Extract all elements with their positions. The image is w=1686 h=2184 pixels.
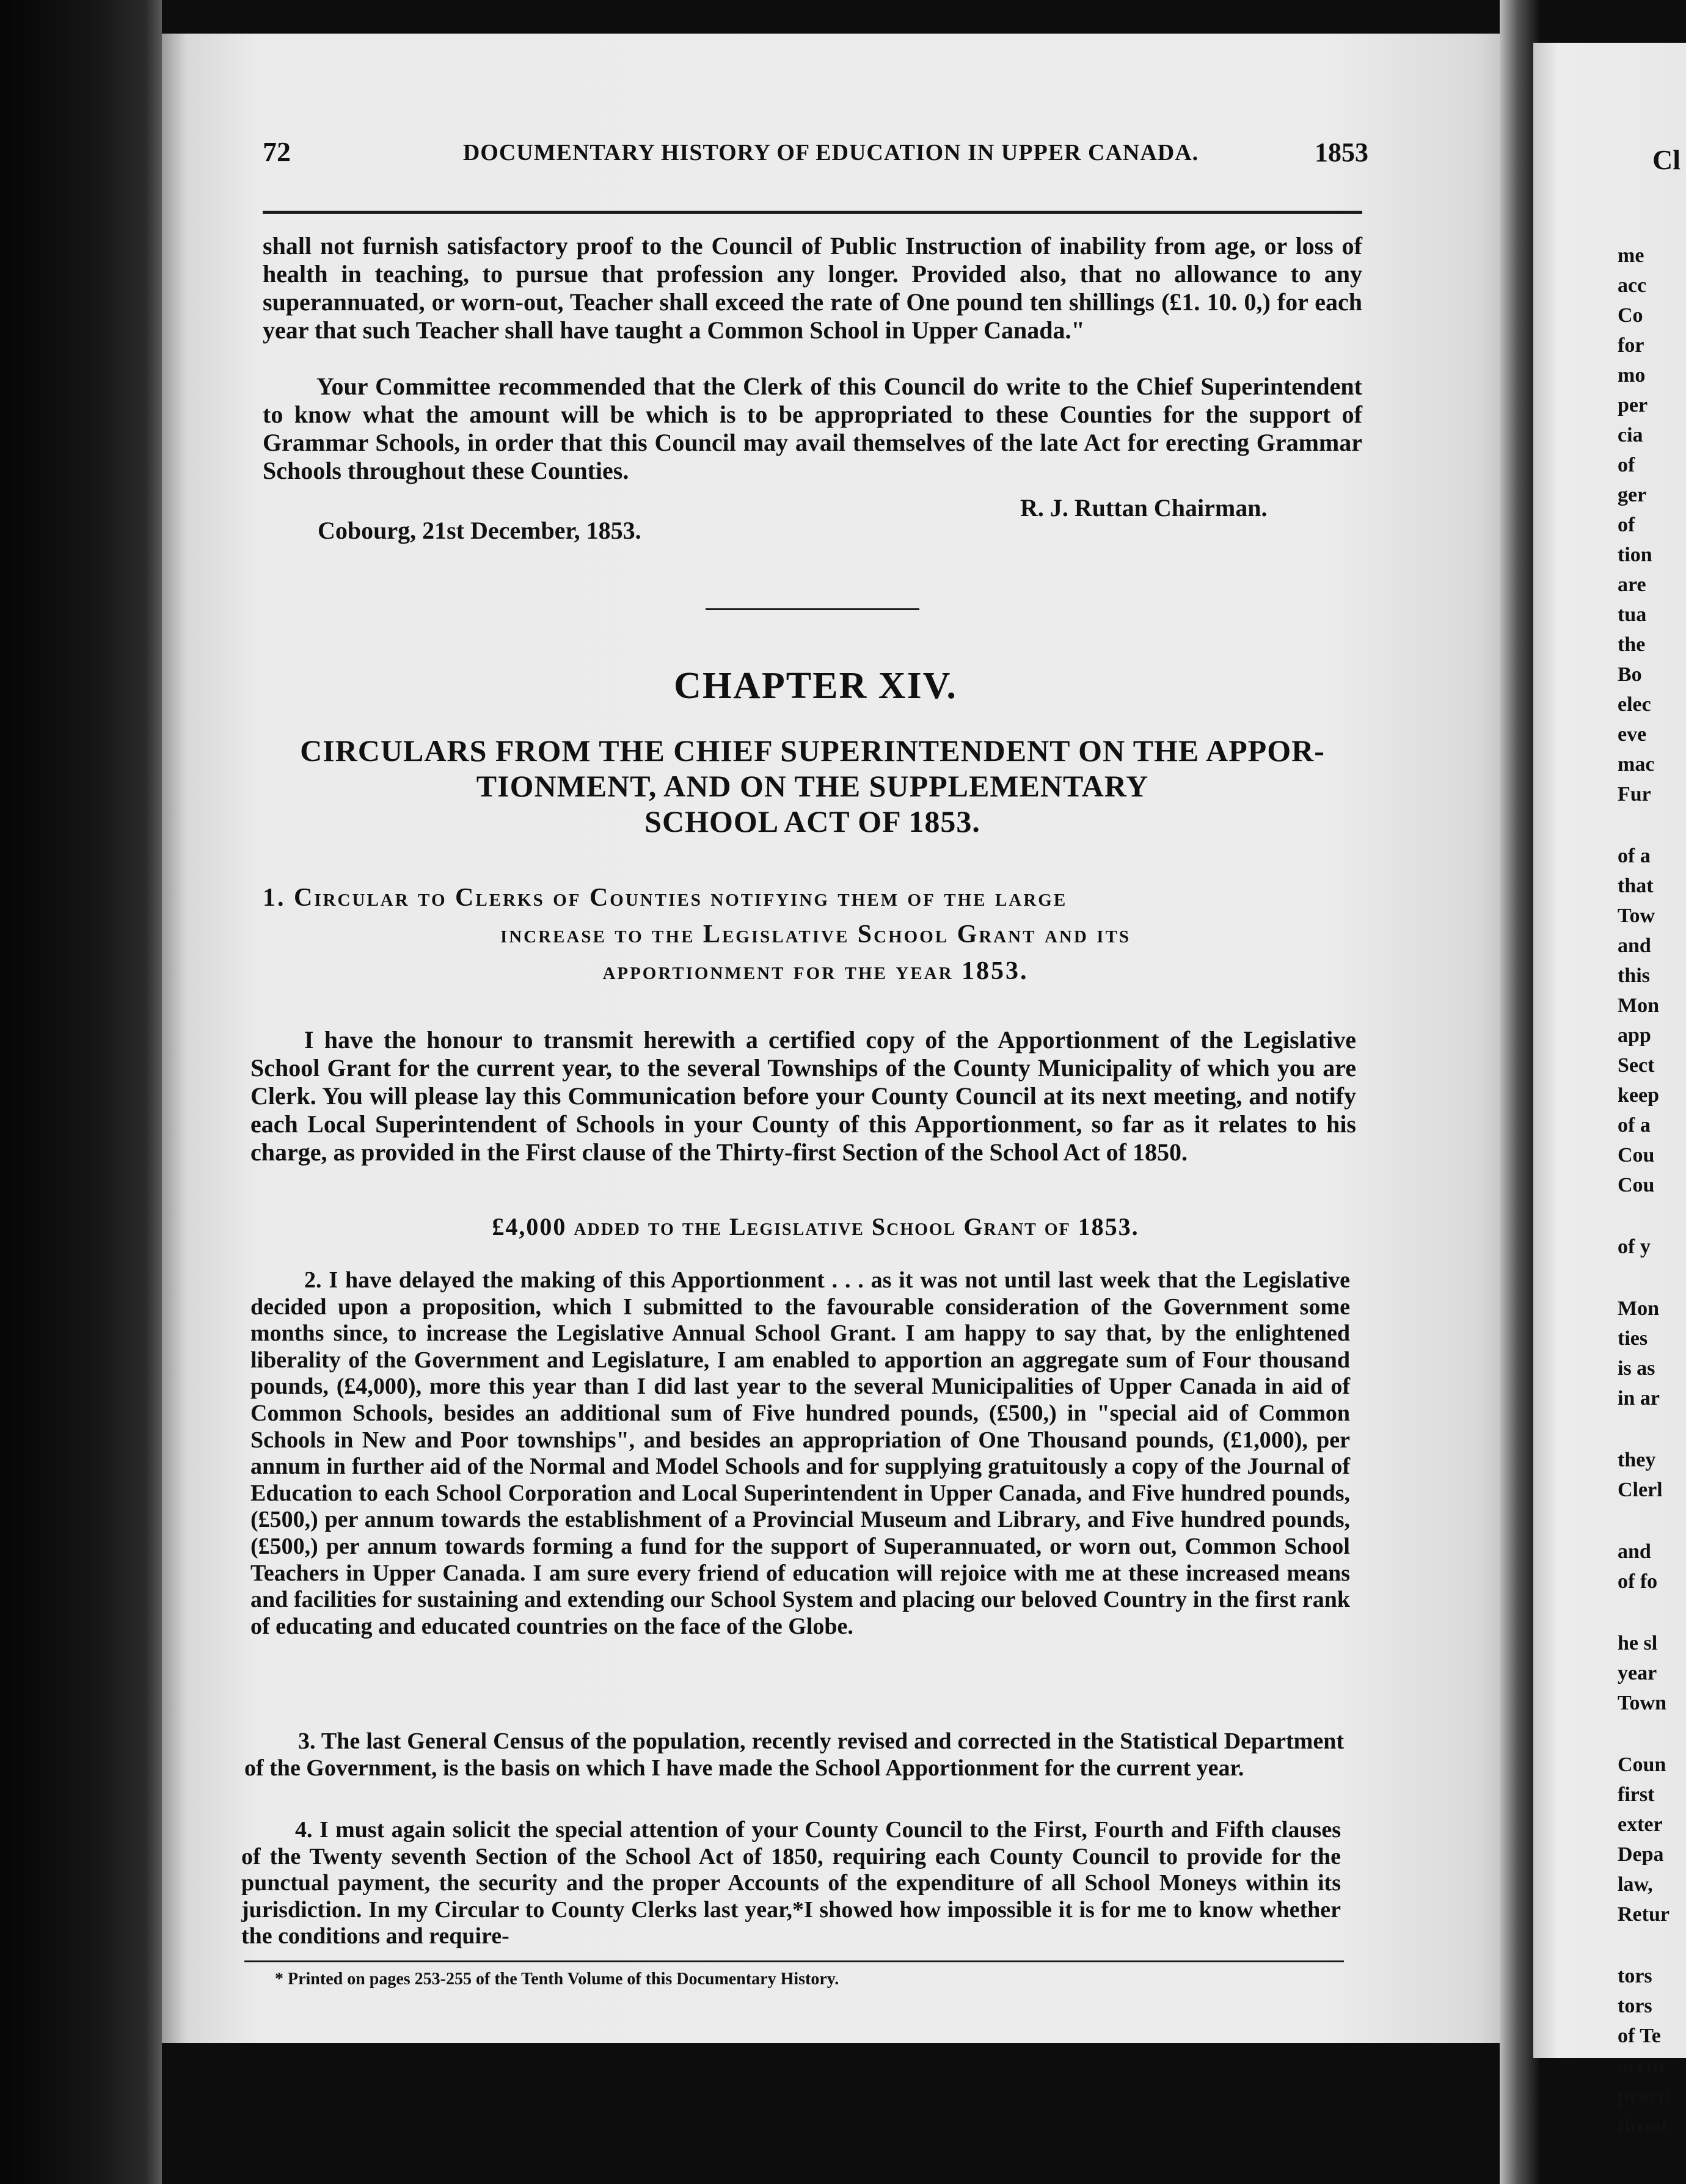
right-page-fragment: Coun: [1618, 1753, 1666, 1776]
right-page-fragment: Mon: [1618, 994, 1659, 1017]
right-page-fragment: of a: [1618, 845, 1651, 867]
right-page-fragment: the: [1618, 633, 1646, 656]
continuation-paragraph: shall not furnish satisfactory proof to the Council of Public Instruction of inability from age, or loss of health in teaching, to pursue that profession any longer. Provided also, that no allowance to any superannuated, or worn-out, Teacher shall exceed the rate of One pound ten shillings (£1. 10. 0,) for each year that such Teacher shall have taught a Common School in Upper Canada.": [263, 232, 1362, 344]
right-page-fragment: and: [1618, 1540, 1651, 1563]
section-heading-line: 1. Circular to Clerks of Counties notifying them of the large: [263, 884, 1068, 912]
chapter-number: CHAPTER XIV.: [674, 665, 957, 707]
footnote: * Printed on pages 253-255 of the Tenth Volume of this Documentary History.: [275, 1970, 839, 1989]
right-page-fragment: are: [1618, 573, 1646, 596]
right-page-fragment: tors: [1618, 1995, 1652, 2017]
right-page-fragment: ties: [1618, 1327, 1648, 1350]
right-page-fragment: per: [1618, 394, 1648, 417]
right-page-fragment: Tow: [1618, 905, 1655, 927]
right-page-fragment: for: [1618, 334, 1644, 357]
page-number: 72: [263, 136, 291, 167]
right-page-fragment: practi: [1618, 2084, 1671, 2107]
right-page-fragment: mo: [1618, 364, 1646, 387]
right-page-fragment: year: [1618, 1662, 1657, 1684]
right-page-fragment: and: [1618, 934, 1651, 957]
dateline: Cobourg, 21st December, 1853.: [318, 517, 641, 544]
right-page-fragment: in ar: [1618, 1387, 1660, 1410]
running-title: DOCUMENTARY HISTORY OF EDUCATION IN UPPER CANADA.: [462, 140, 1199, 166]
section-divider: [706, 608, 919, 610]
right-page-header: Cl: [1652, 144, 1681, 175]
right-page-fragment: of Te: [1618, 2025, 1661, 2047]
right-page-fragment: Retur: [1618, 1903, 1670, 1926]
right-page-fragment: Cou: [1618, 1144, 1655, 1167]
right-page-fragment: tion: [1618, 544, 1652, 566]
right-page-fragment: is as: [1618, 1357, 1655, 1380]
right-page-fragment: tors: [1618, 1965, 1652, 1987]
right-page-fragment: tua: [1618, 603, 1647, 626]
right-page-fragment: that: [1618, 875, 1654, 897]
section-heading: [263, 879, 1368, 989]
section-heading-line: increase to the Legislative School Grant and its: [500, 920, 1131, 948]
right-page-fragment: ger: [1618, 484, 1647, 506]
chapter-title-line: SCHOOL ACT OF 1853.: [644, 804, 980, 839]
left-dark-margin: [0, 0, 162, 2184]
right-page-fragment: of: [1618, 454, 1635, 476]
right-page-fragment: acc: [1618, 274, 1647, 297]
right-page-fragment: exter: [1618, 1813, 1663, 1836]
right-page-fragment: he sl: [1618, 1632, 1658, 1654]
right-page-fragment: app: [1618, 1024, 1651, 1047]
right-page-fragment: throu: [1618, 2114, 1667, 2137]
right-page-fragment: of: [1618, 514, 1635, 536]
right-page-fragment: Clerl: [1618, 1479, 1663, 1501]
right-page-fragment: Mon: [1618, 1297, 1659, 1320]
right-page-fragment: Cou: [1618, 1174, 1655, 1196]
committee-paragraph: Your Committee recommended that the Clerk of this Council do write to the Chief Superintendent to know what the amount will be which is to be appropriated to these Counties for the support of Grammar Schools, in order that this Council may avail themselves of the late Act for erecting Grammar Schools throughout these Counties.: [263, 373, 1362, 484]
right-page-fragment: first: [1618, 1783, 1655, 1806]
paragraph-2: 2. I have delayed the making of this Apportionment . . . as it was not until last week that the Legislative decided upon a proposition, which I submitted to the favourable consideration of the Government some months since, to increase the Legislative Annual School Grant. I am happy to say that, by the enlightened liberality of the Government and Legislature, I am enabled to apportion an aggregate sum of Four thousand pounds, (£4,000), more this year than I did last year to the several Municipalities of Upper Canada in aid of Common Schools, besides an additional sum of Five hundred pounds, (£500,) in "special aid of Common Schools in New and Poor townships", and besides an appropriation of One Thousand pounds, (£1,000), per annum in further aid of the Normal and Model Schools and for supplying gratuitously a copy of the Journal of Education to each School Corporation and Local Superintendent in Upper Canada, and Five hundred pounds, (£500,) per annum towards the establishment of a Provincial Museum and Library, and Five hundred pounds, (£500,) per annum towards forming a fund for the support of Superannuated, or worn out, Common School Teachers in Upper Canada. I am sure every friend of education will rejoice with me at these increased means and facilities for sustaining and extending our School System and placing our beloved Country in the first rank of educating and educated countries on the face of the Globe.: [250, 1267, 1350, 1639]
signature: R. J. Ruttan Chairman.: [1020, 494, 1268, 522]
right-page-fragment: law,: [1618, 1873, 1653, 1896]
right-page-fragment: elec: [1618, 693, 1651, 716]
running-year: 1853: [1315, 137, 1368, 167]
right-page-fragment: Depa: [1618, 1843, 1664, 1866]
chapter-title-line: TIONMENT, AND ON THE SUPPLEMENTARY: [476, 769, 1149, 803]
right-page-fragment: me: [1618, 244, 1644, 267]
footnote-rule: [244, 1960, 1344, 1962]
right-page-fragment: Sect: [1618, 1054, 1655, 1077]
right-page-fragment: accur: [1618, 2055, 1668, 2077]
right-page-fragment: Fur: [1618, 783, 1651, 806]
chapter-title-line: CIRCULARS FROM THE CHIEF SUPERINTENDENT ON THE APPOR-: [300, 733, 1325, 768]
right-page-fragment: of fo: [1618, 1570, 1658, 1593]
right-page-fragment: mac: [1618, 753, 1655, 776]
right-page-fragment: Bo: [1618, 663, 1642, 686]
paragraph-3: 3. The last General Census of the population, recently revised and corrected in the Statistical Department of the Government, is the basis on which I have made the School Apportionment for the current year.: [244, 1728, 1344, 1781]
right-page-fragment: this: [1618, 964, 1650, 987]
right-page-fragment: Co: [1618, 304, 1643, 327]
right-page-fragment: of y: [1618, 1236, 1651, 1258]
header-rule: [263, 211, 1362, 214]
right-page-fragment: keep: [1618, 1084, 1659, 1107]
paragraph-1: I have the honour to transmit herewith a certified copy of the Apportionment of the Legislative School Grant for the current year, to the several Townships of the County Municipality of which you are Clerk. You will please lay this Communication before your County Council at its next meeting, and notify each Local Superintendent of Schools in your County of this Apportionment, so far as it relates to his charge, as provided in the First clause of the Thirty-first Section of the School Act of 1850.: [250, 1026, 1356, 1166]
chapter-title: [250, 733, 1374, 839]
right-page-fragment: they: [1618, 1449, 1656, 1471]
right-page-fragment: eve: [1618, 723, 1647, 746]
paragraph-4: 4. I must again solicit the special attention of your County Council to the First, Fourth and Fifth clauses of the Twenty seventh Section of the School Act of 1850, requiring each County Council to provide for the punctual payment, the security and the proper Accounts of the expenditure of all School Moneys within its jurisdiction. In my Circular to County Clerks last year,*I showed how impossible it is for me to know whether the conditions and require-: [241, 1817, 1341, 1949]
right-page-fragment: cia: [1618, 424, 1643, 446]
grant-subheading: £4,000 added to the Legislative School Grant of 1853.: [492, 1213, 1139, 1240]
right-page-fragment: of a: [1618, 1114, 1651, 1137]
right-page-fragment: Town: [1618, 1692, 1667, 1714]
section-heading-line: apportionment for the year 1853.: [602, 957, 1029, 985]
